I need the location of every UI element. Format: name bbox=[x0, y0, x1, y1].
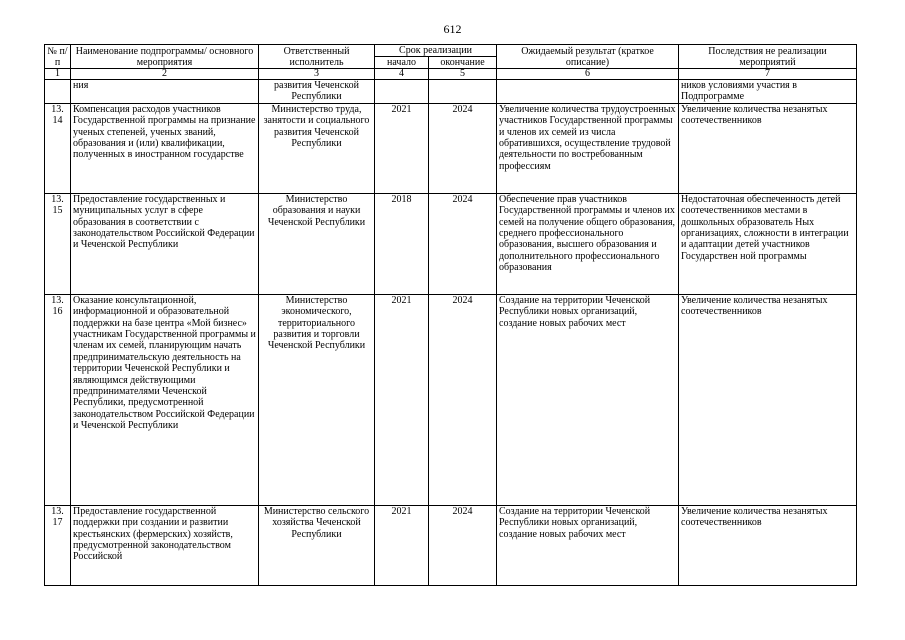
header-term: Срок реализации bbox=[375, 45, 497, 57]
column-number: 4 bbox=[375, 69, 429, 80]
cell-no bbox=[45, 103, 71, 193]
program-table bbox=[44, 44, 857, 586]
header-name: Наименование подпрограммы/ основного мероприятия bbox=[71, 45, 259, 69]
cell-result: Увеличение количества трудоустроенных участников Государственной программы и членов их семей из числа обратившихся, осуществление трудовой деятельности по востребованным профессиям bbox=[497, 103, 679, 193]
row-number-part: 16 bbox=[52, 306, 63, 318]
cell-end: 2024 bbox=[429, 103, 497, 193]
cell-executor: Министерство труда, занятости и социального развития Чеченской Республики bbox=[259, 103, 375, 193]
cell-consequences: Увеличение количества незанятых соотечественников bbox=[679, 103, 857, 193]
table-row bbox=[45, 103, 857, 193]
cell-start bbox=[375, 80, 429, 104]
cell-no bbox=[45, 193, 71, 294]
cell-no bbox=[45, 294, 71, 505]
column-number: 7 bbox=[679, 69, 857, 80]
cell-name: Предоставление государственных и муниципальных услуг в сфере образования в соответствии с законодательством Российской Федерации и Чеченской Республики bbox=[71, 193, 259, 294]
cell-executor: Министерство сельского хозяйства Чеченской Республики bbox=[259, 505, 375, 585]
cell-executor: Министерство экономического, территориального развития и торговли Чеченской Республики bbox=[259, 294, 375, 505]
row-number-part: 13. bbox=[51, 193, 64, 205]
cell-name: Оказание консультационной, информационной и образовательной поддержки на базе центра «Мой бизнес» участникам Государственной программы и членам их семей, планирующим начать предпринимательскую деятельность на территории Чеченской Республики и являющимся действующими предпринимателями Чеченской Республики, предусмотренной законодательством Российской Федерации и Чеченской Республики bbox=[71, 294, 259, 505]
cell-result: Создание на территории Чеченской Республики новых организаций, создание новых рабочих мест bbox=[497, 294, 679, 505]
cell-start: 2018 bbox=[375, 193, 429, 294]
cell-start: 2021 bbox=[375, 294, 429, 505]
cell-name: ния bbox=[71, 80, 259, 104]
cell-result: Создание на территории Чеченской Республики новых организаций, создание новых рабочих мест bbox=[497, 505, 679, 585]
cell-end: 2024 bbox=[429, 505, 497, 585]
cell-start: 2021 bbox=[375, 505, 429, 585]
cell-name: Предоставление государственной поддержки при создании и развитии крестьянских (фермерских) хозяйств, предусмотренной законодательством Российской bbox=[71, 505, 259, 585]
cell-end: 2024 bbox=[429, 294, 497, 505]
header-result: Ожидаемый результат (краткое описание) bbox=[497, 45, 679, 69]
cell-result: Обеспечение прав участников Государственной программы и членов их семей на получение общего образования, среднего профессионального образования, высшего образования и дополнительного профессионального образования bbox=[497, 193, 679, 294]
cell-no bbox=[45, 80, 71, 104]
row-number-part: 13. bbox=[51, 505, 64, 517]
row-number-part: 17 bbox=[52, 517, 63, 529]
continuation-row bbox=[45, 80, 857, 104]
header-executor: Ответственный исполнитель bbox=[259, 45, 375, 69]
column-number: 6 bbox=[497, 69, 679, 80]
cell-name: Компенсация расходов участников Государственной программы на признание ученых степеней, ученых званий, образования и (или) квалификации, полученных в иностранном государстве bbox=[71, 103, 259, 193]
column-number: 5 bbox=[429, 69, 497, 80]
header-start: начало bbox=[375, 57, 429, 69]
page-number: 612 bbox=[443, 22, 462, 36]
cell-executor: Министерство образования и науки Чеченской Республики bbox=[259, 193, 375, 294]
column-number: 3 bbox=[259, 69, 375, 80]
cell-consequences: Недостаточная обеспеченность детей соотечественников местами в дошкольных образователь Ных организациях, сложности в интеграции и адаптации детей участников Государствен ной программы bbox=[679, 193, 857, 294]
header-consequences: Последствия не реализации мероприятий bbox=[679, 45, 857, 69]
column-number: 1 bbox=[45, 69, 71, 80]
row-number-part: 13. bbox=[51, 294, 64, 306]
cell-consequences: Увеличение количества незанятых соотечественников bbox=[679, 505, 857, 585]
column-numbers-row bbox=[45, 69, 857, 80]
table-row bbox=[45, 193, 857, 294]
table-row bbox=[45, 294, 857, 505]
column-number: 2 bbox=[71, 69, 259, 80]
cell-end bbox=[429, 80, 497, 104]
header-end: окончание bbox=[429, 57, 497, 69]
row-number-part: 14 bbox=[52, 115, 63, 127]
table-row bbox=[45, 505, 857, 585]
cell-no bbox=[45, 505, 71, 585]
row-number-part: 13. bbox=[51, 103, 64, 115]
cell-consequences: ников условиями участия в Подпрограмме bbox=[679, 80, 857, 104]
cell-result bbox=[497, 80, 679, 104]
header-row-1 bbox=[45, 45, 857, 57]
cell-start: 2021 bbox=[375, 103, 429, 193]
header-no: № п/п bbox=[45, 45, 71, 69]
cell-executor: развития Чеченской Республики bbox=[259, 80, 375, 104]
row-number-part: 15 bbox=[52, 205, 63, 217]
cell-consequences: Увеличение количества незанятых соотечественников bbox=[679, 294, 857, 505]
cell-end: 2024 bbox=[429, 193, 497, 294]
